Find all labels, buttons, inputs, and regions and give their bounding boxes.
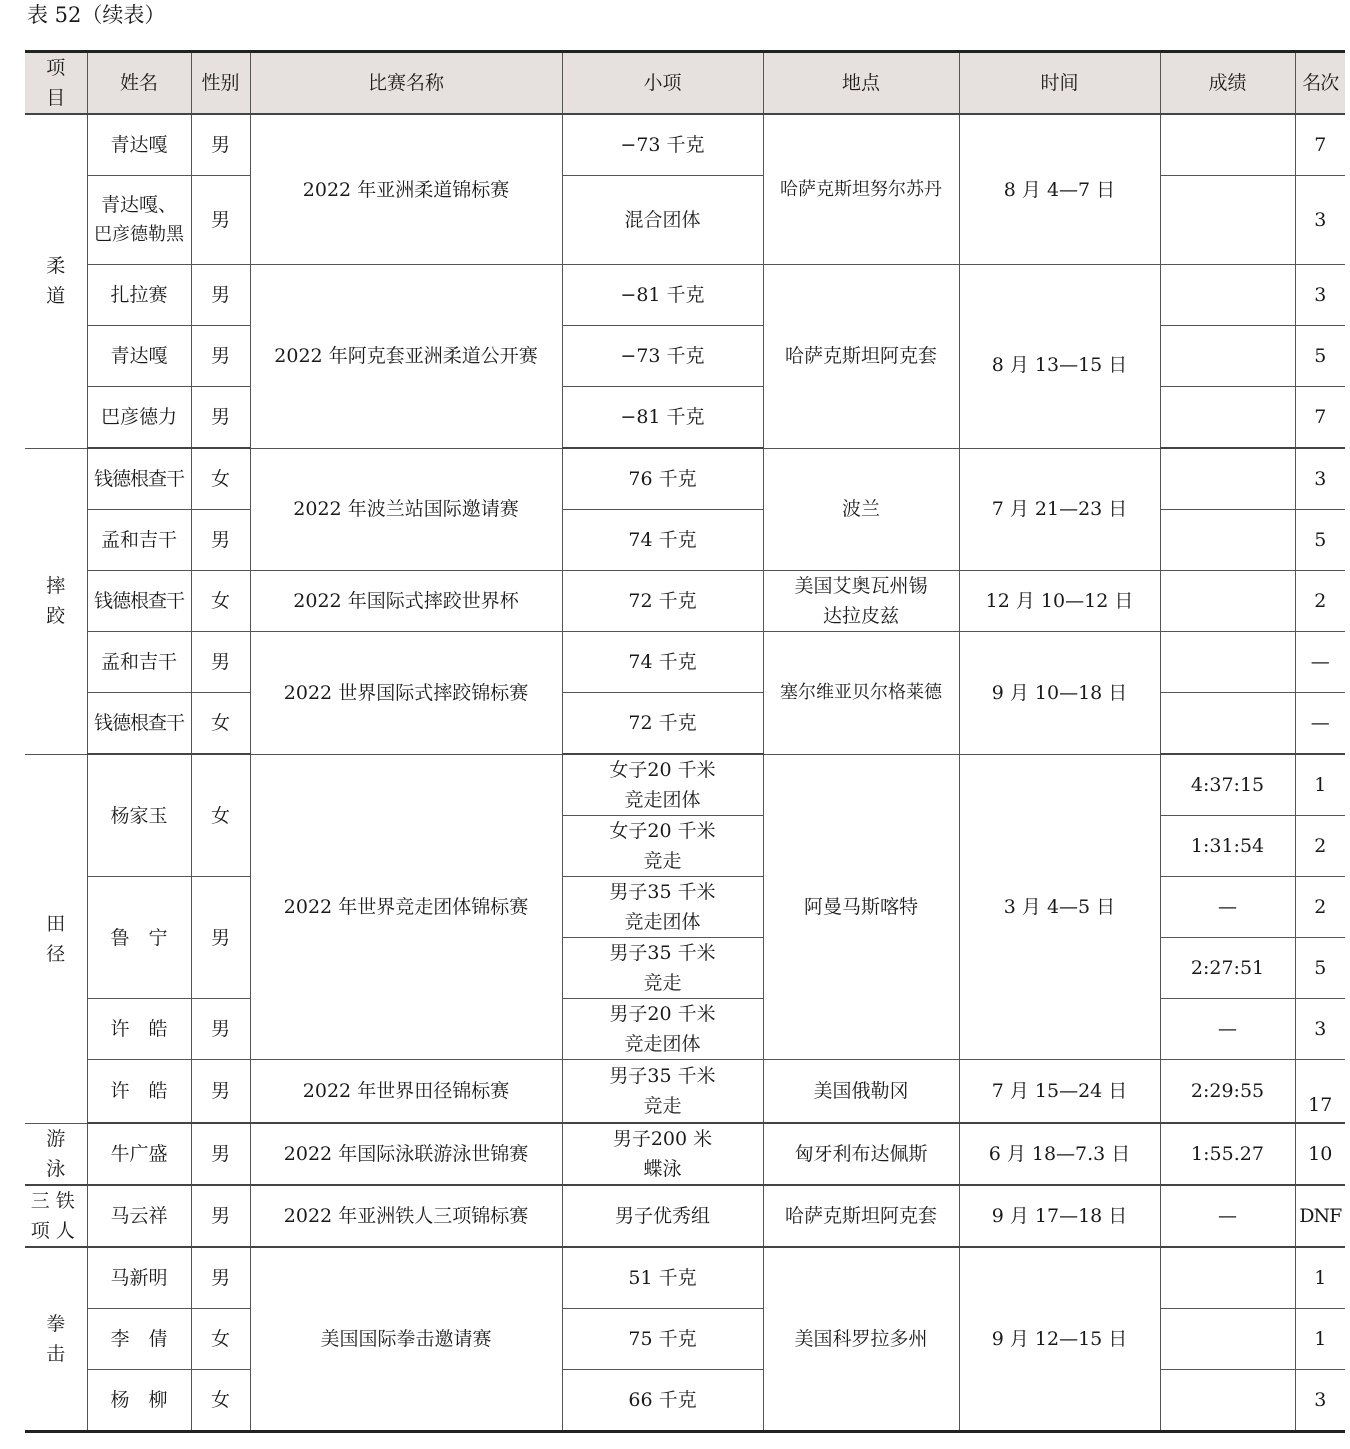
- rank-cell: —: [1295, 693, 1345, 755]
- date-cell: 12 月 10—12 日: [959, 571, 1160, 632]
- result-cell: 4:37:15: [1160, 754, 1295, 816]
- name-cell: 马云祥: [87, 1185, 191, 1247]
- result-cell: [1160, 176, 1295, 265]
- gender-cell: 男: [191, 1247, 250, 1309]
- header-row: [25, 52, 1345, 115]
- rank-cell: 3: [1295, 176, 1345, 265]
- event-line: 竞走: [643, 850, 682, 872]
- result-cell: —: [1160, 1185, 1295, 1247]
- rank-cell: 2: [1295, 571, 1345, 632]
- event-cell: [562, 1060, 763, 1124]
- result-cell: [1160, 326, 1295, 387]
- location-cell: 美国科罗拉多州: [763, 1247, 959, 1432]
- result-cell: [1160, 632, 1295, 693]
- location-cell: 匈牙利布达佩斯: [763, 1123, 959, 1185]
- rank-cell: 5: [1295, 326, 1345, 387]
- event-cell: 混合团体: [562, 176, 763, 265]
- date-cell: 7 月 21—23 日: [959, 448, 1160, 571]
- header-name: 姓名: [87, 52, 191, 115]
- date-cell: 9 月 17—18 日: [959, 1185, 1160, 1247]
- event-cell: −81 千克: [562, 265, 763, 326]
- name-cell: 许 皓: [87, 999, 191, 1060]
- event-line: 竞走团体: [624, 789, 701, 811]
- gender-cell: 男: [191, 387, 250, 449]
- location-line: 美国艾奥瓦州锡: [794, 575, 928, 597]
- header-date: 时间: [959, 52, 1160, 115]
- gender-cell: 男: [191, 1185, 250, 1247]
- section-triathlon: [25, 1185, 87, 1247]
- event-line: 竞走: [643, 972, 682, 994]
- rank-cell: 5: [1295, 938, 1345, 999]
- name-cell: 巴彦德力: [87, 387, 191, 449]
- competition-cell: 2022 年亚洲柔道锦标赛: [250, 114, 562, 265]
- rank-cell: 1: [1295, 1309, 1345, 1370]
- gender-cell: 女: [191, 448, 250, 510]
- gender-cell: 男: [191, 999, 250, 1060]
- header-competition: 比赛名称: [250, 52, 562, 115]
- date-cell: 8 月 4—7 日: [959, 114, 1160, 265]
- name-cell: 青达嘎: [87, 114, 191, 176]
- event-line: 竞走团体: [624, 1033, 701, 1055]
- event-line: 男子20 千米: [609, 1003, 716, 1025]
- table-row: [25, 265, 1345, 326]
- rank-cell: 3: [1295, 448, 1345, 510]
- location-cell: 哈萨克斯坦阿克套: [763, 1185, 959, 1247]
- table-row: [25, 1060, 1345, 1124]
- table-row: [25, 114, 1345, 176]
- rank-cell: 2: [1295, 816, 1345, 877]
- competition-cell: 2022 年世界竞走团体锦标赛: [250, 754, 562, 1060]
- name-cell: [87, 176, 191, 265]
- event-line: 女子20 千米: [609, 759, 716, 781]
- result-cell: 1:55.27: [1160, 1123, 1295, 1185]
- rank-cell: —: [1295, 632, 1345, 693]
- name-cell: 许 皓: [87, 1060, 191, 1124]
- result-cell: —: [1160, 999, 1295, 1060]
- event-cell: [562, 877, 763, 938]
- name-line: 巴彦德勒黑: [94, 224, 184, 245]
- event-line: 竞走: [643, 1095, 682, 1117]
- name-cell: 杨家玉: [87, 754, 191, 877]
- event-cell: [562, 938, 763, 999]
- competition-cell: 2022 年国际式摔跤世界杯: [250, 571, 562, 632]
- event-line: 男子35 千米: [609, 942, 716, 964]
- result-cell: [1160, 510, 1295, 571]
- event-cell: −81 千克: [562, 387, 763, 449]
- location-cell: 波兰: [763, 448, 959, 571]
- location-cell: 哈萨克斯坦阿克套: [763, 265, 959, 449]
- table-row: [25, 1185, 1345, 1247]
- section-line: 项人: [30, 1220, 81, 1242]
- table-row: [25, 1123, 1345, 1185]
- event-line: 女子20 千米: [609, 820, 716, 842]
- event-cell: [562, 754, 763, 816]
- event-cell: 男子优秀组: [562, 1185, 763, 1247]
- rank-cell: 7: [1295, 114, 1345, 176]
- table-caption: 表 52（续表）: [27, 3, 166, 27]
- date-cell: 9 月 10—18 日: [959, 632, 1160, 755]
- event-cell: 74 千克: [562, 632, 763, 693]
- section-athletics: 田径: [25, 754, 87, 1123]
- section-line: 三铁: [30, 1190, 81, 1212]
- event-line: 男子35 千米: [609, 881, 716, 903]
- competition-cell: 2022 年世界田径锦标赛: [250, 1060, 562, 1124]
- competition-cell: 美国国际拳击邀请赛: [250, 1247, 562, 1432]
- result-cell: [1160, 265, 1295, 326]
- rank-cell: 1: [1295, 754, 1345, 816]
- event-line: 蝶泳: [643, 1158, 682, 1180]
- section-boxing: 拳击: [25, 1247, 87, 1432]
- result-cell: [1160, 387, 1295, 449]
- event-cell: 72 千克: [562, 571, 763, 632]
- result-cell: 2:27:51: [1160, 938, 1295, 999]
- event-cell: [562, 1123, 763, 1185]
- gender-cell: 男: [191, 265, 250, 326]
- name-cell: 马新明: [87, 1247, 191, 1309]
- name-cell: 钱德根查干: [87, 693, 191, 755]
- gender-cell: 男: [191, 632, 250, 693]
- name-cell: 扎拉赛: [87, 265, 191, 326]
- event-cell: 72 千克: [562, 693, 763, 755]
- gender-cell: 女: [191, 571, 250, 632]
- table-row: [25, 571, 1345, 632]
- table-row: [25, 448, 1345, 510]
- location-cell: [763, 571, 959, 632]
- gender-cell: 女: [191, 1309, 250, 1370]
- result-cell: 1:31:54: [1160, 816, 1295, 877]
- rank-cell: 5: [1295, 510, 1345, 571]
- competition-cell: 2022 世界国际式摔跤锦标赛: [250, 632, 562, 755]
- result-cell: [1160, 114, 1295, 176]
- result-cell: —: [1160, 877, 1295, 938]
- rank-cell: 17: [1295, 1060, 1345, 1124]
- location-cell: 阿曼马斯喀特: [763, 754, 959, 1060]
- result-cell: [1160, 1247, 1295, 1309]
- location-cell: 哈萨克斯坦努尔苏丹: [763, 114, 959, 265]
- name-cell: 钱德根查干: [87, 571, 191, 632]
- date-cell: 8 月 13—15 日: [959, 265, 1160, 449]
- date-cell: 3 月 4—5 日: [959, 754, 1160, 1060]
- name-cell: 孟和吉干: [87, 510, 191, 571]
- event-cell: −73 千克: [562, 114, 763, 176]
- name-cell: 青达嘎: [87, 326, 191, 387]
- name-line: 青达嘎、: [100, 194, 177, 216]
- date-cell: 7 月 15—24 日: [959, 1060, 1160, 1124]
- header-location: 地点: [763, 52, 959, 115]
- result-cell: [1160, 693, 1295, 755]
- result-cell: [1160, 1370, 1295, 1432]
- competition-cell: 2022 年阿克套亚洲柔道公开赛: [250, 265, 562, 449]
- name-cell: 钱德根查干: [87, 448, 191, 510]
- event-cell: 74 千克: [562, 510, 763, 571]
- header-sport: 项目: [25, 52, 87, 115]
- gender-cell: 男: [191, 326, 250, 387]
- date-cell: 6 月 18—7.3 日: [959, 1123, 1160, 1185]
- name-cell: 牛广盛: [87, 1123, 191, 1185]
- section-wrestling: 摔跤: [25, 448, 87, 754]
- rank-cell: 1: [1295, 1247, 1345, 1309]
- name-cell: 孟和吉干: [87, 632, 191, 693]
- name-cell: 杨 柳: [87, 1370, 191, 1432]
- table-row: [25, 632, 1345, 693]
- gender-cell: 男: [191, 1123, 250, 1185]
- table-row: [25, 754, 1345, 816]
- gender-cell: 男: [191, 176, 250, 265]
- rank-cell: 3: [1295, 265, 1345, 326]
- header-gender: 性别: [191, 52, 250, 115]
- location-line: 达拉皮兹: [822, 605, 899, 627]
- results-table: [25, 50, 1345, 1433]
- event-line: 竞走团体: [624, 911, 701, 933]
- result-cell: [1160, 1309, 1295, 1370]
- section-swimming: 游泳: [25, 1123, 87, 1185]
- date-cell: 9 月 12—15 日: [959, 1247, 1160, 1432]
- rank-cell: 3: [1295, 999, 1345, 1060]
- gender-cell: 男: [191, 1060, 250, 1124]
- event-cell: 76 千克: [562, 448, 763, 510]
- header-result: 成绩: [1160, 52, 1295, 115]
- rank-cell: 10: [1295, 1123, 1345, 1185]
- section-judo: 柔道: [25, 114, 87, 448]
- event-line: 男子200 米: [612, 1128, 713, 1150]
- competition-cell: 2022 年国际泳联游泳世锦赛: [250, 1123, 562, 1185]
- table-row: [25, 1247, 1345, 1309]
- gender-cell: 女: [191, 693, 250, 755]
- event-line: 男子35 千米: [609, 1065, 716, 1087]
- event-cell: [562, 816, 763, 877]
- gender-cell: 男: [191, 510, 250, 571]
- location-cell: 塞尔维亚贝尔格莱德: [763, 632, 959, 755]
- location-cell: 美国俄勒冈: [763, 1060, 959, 1124]
- rank-cell: DNF: [1295, 1185, 1345, 1247]
- header-event: 小项: [562, 52, 763, 115]
- rank-cell: 7: [1295, 387, 1345, 449]
- gender-cell: 女: [191, 754, 250, 877]
- event-cell: 51 千克: [562, 1247, 763, 1309]
- result-cell: 2:29:55: [1160, 1060, 1295, 1124]
- name-cell: 李 倩: [87, 1309, 191, 1370]
- rank-cell: 3: [1295, 1370, 1345, 1432]
- event-cell: [562, 999, 763, 1060]
- event-cell: −73 千克: [562, 326, 763, 387]
- name-cell: 鲁 宁: [87, 877, 191, 999]
- rank-cell: 2: [1295, 877, 1345, 938]
- event-cell: 75 千克: [562, 1309, 763, 1370]
- gender-cell: 女: [191, 1370, 250, 1432]
- competition-cell: 2022 年波兰站国际邀请赛: [250, 448, 562, 571]
- gender-cell: 男: [191, 114, 250, 176]
- competition-cell: 2022 年亚洲铁人三项锦标赛: [250, 1185, 562, 1247]
- result-cell: [1160, 571, 1295, 632]
- event-cell: 66 千克: [562, 1370, 763, 1432]
- gender-cell: 男: [191, 877, 250, 999]
- result-cell: [1160, 448, 1295, 510]
- header-rank: 名次: [1295, 52, 1345, 115]
